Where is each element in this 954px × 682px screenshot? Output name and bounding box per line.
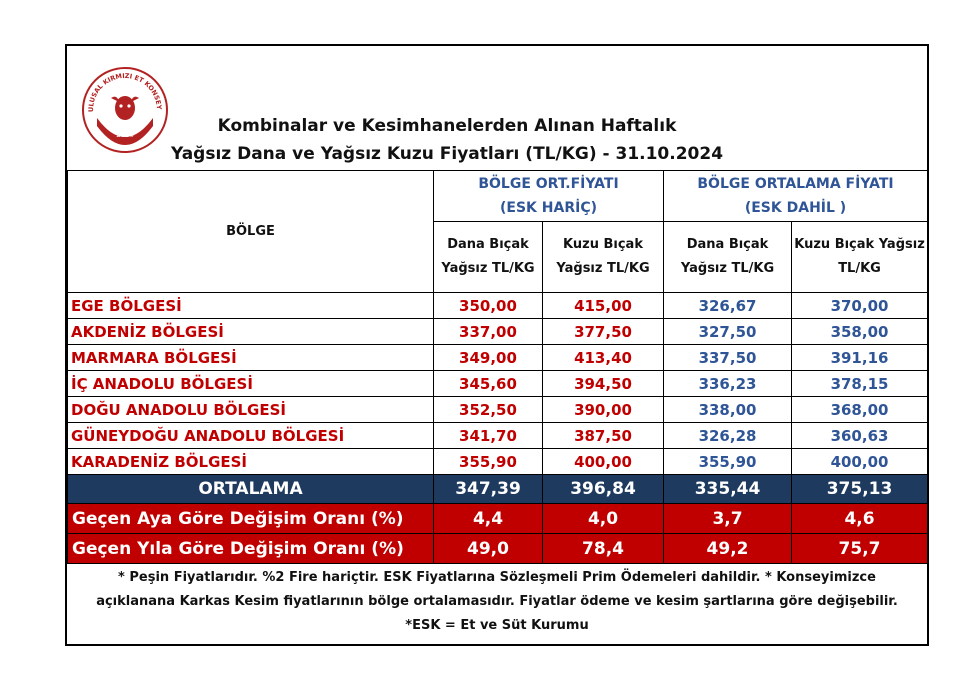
region-name: AKDENİZ BÖLGESİ [68, 319, 434, 345]
price-dana-dahil: 327,50 [664, 319, 792, 345]
average-label: ORTALAMA [68, 475, 434, 504]
price-kuzu-haric: 413,40 [543, 345, 664, 371]
logo-year: 2010 [116, 131, 134, 139]
monthly-change-label: Geçen Aya Göre Değişim Oranı (%) [68, 504, 434, 534]
price-dana-dahil: 336,23 [664, 371, 792, 397]
monthly-change-row [68, 504, 928, 534]
price-report-frame [65, 44, 929, 646]
region-name: DOĞU ANADOLU BÖLGESİ [68, 397, 434, 423]
footnote-line2: açıklanana Karkas Kesim fiyatlarının bölge ortalamasıdır. Fiyatlar ödeme ve kesim şartlarına göre değişebilir. [96, 594, 898, 609]
region-name: İÇ ANADOLU BÖLGESİ [68, 371, 434, 397]
price-dana-haric: 352,50 [434, 397, 543, 423]
price-kuzu-haric: 390,00 [543, 397, 664, 423]
average-dana-dahil: 335,44 [664, 475, 792, 504]
table-row [68, 293, 928, 319]
group-header-esk-dahil: BÖLGE ORTALAMA FİYATI (ESK DAHİL ) [664, 171, 928, 222]
footnote-line1: * Peşin Fiyatlarıdır. %2 Fire hariçtir. ESK Fiyatlarına Sözleşmeli Prim Ödemeleri dahildir. * Konseyimizce [118, 570, 876, 585]
region-name: MARMARA BÖLGESİ [68, 345, 434, 371]
table-row [68, 371, 928, 397]
average-kuzu-dahil: 375,13 [792, 475, 928, 504]
sub-header-dana-dahil: Dana Bıçak Yağsız TL/KG [664, 222, 792, 293]
price-kuzu-dahil: 400,00 [792, 449, 928, 475]
price-dana-dahil: 326,67 [664, 293, 792, 319]
yearly-change-dana-dahil: 49,2 [664, 534, 792, 564]
footnote [67, 566, 927, 638]
price-kuzu-dahil: 358,00 [792, 319, 928, 345]
monthly-change-kuzu-dahil: 4,6 [792, 504, 928, 534]
average-kuzu-haric: 396,84 [543, 475, 664, 504]
price-dana-dahil: 355,90 [664, 449, 792, 475]
price-kuzu-haric: 377,50 [543, 319, 664, 345]
yearly-change-kuzu-haric: 78,4 [543, 534, 664, 564]
price-kuzu-dahil: 370,00 [792, 293, 928, 319]
region-name: GÜNEYDOĞU ANADOLU BÖLGESİ [68, 423, 434, 449]
price-dana-haric: 350,00 [434, 293, 543, 319]
price-dana-dahil: 337,50 [664, 345, 792, 371]
price-dana-haric: 349,00 [434, 345, 543, 371]
region-name: KARADENİZ BÖLGESİ [68, 449, 434, 475]
region-name: EGE BÖLGESİ [68, 293, 434, 319]
report-header [67, 46, 927, 170]
price-dana-dahil: 338,00 [664, 397, 792, 423]
price-dana-haric: 355,90 [434, 449, 543, 475]
group-header-esk-haric: BÖLGE ORT.FİYATI (ESK HARİÇ) [434, 171, 664, 222]
sub-header-kuzu-dahil: Kuzu Bıçak Yağsız TL/KG [792, 222, 928, 293]
price-kuzu-dahil: 368,00 [792, 397, 928, 423]
yearly-change-label: Geçen Yıla Göre Değişim Oranı (%) [68, 534, 434, 564]
logo-arc-text: ULUSAL KIRMIZI ET KONSEY [86, 71, 164, 113]
table-row [68, 397, 928, 423]
sub-header-kuzu-haric: Kuzu Bıçak Yağsız TL/KG [543, 222, 664, 293]
table-row [68, 319, 928, 345]
monthly-change-dana-dahil: 3,7 [664, 504, 792, 534]
price-dana-haric: 345,60 [434, 371, 543, 397]
yearly-change-kuzu-dahil: 75,7 [792, 534, 928, 564]
average-row [68, 475, 928, 504]
price-kuzu-dahil: 360,63 [792, 423, 928, 449]
price-kuzu-dahil: 391,16 [792, 345, 928, 371]
price-kuzu-haric: 400,00 [543, 449, 664, 475]
price-kuzu-dahil: 378,15 [792, 371, 928, 397]
price-dana-haric: 337,00 [434, 319, 543, 345]
monthly-change-dana-haric: 4,4 [434, 504, 543, 534]
council-logo [81, 66, 169, 154]
table-row [68, 449, 928, 475]
table-group-header-row [68, 171, 928, 222]
price-dana-dahil: 326,28 [664, 423, 792, 449]
yearly-change-dana-haric: 49,0 [434, 534, 543, 564]
price-dana-haric: 341,70 [434, 423, 543, 449]
price-table [67, 170, 928, 564]
price-kuzu-haric: 394,50 [543, 371, 664, 397]
report-title-line2: Yağsız Dana ve Yağsız Kuzu Fiyatları (TL/KG) - 31.10.2024 [170, 144, 724, 164]
footnote-line3: *ESK = Et ve Süt Kurumu [405, 618, 589, 633]
table-row [68, 345, 928, 371]
sub-header-dana-haric: Dana Bıçak Yağsız TL/KG [434, 222, 543, 293]
price-kuzu-haric: 415,00 [543, 293, 664, 319]
region-column-header: BÖLGE [68, 171, 434, 293]
price-kuzu-haric: 387,50 [543, 423, 664, 449]
yearly-change-row [68, 534, 928, 564]
report-title-line1: Kombinalar ve Kesimhanelerden Alınan Haftalık [217, 116, 677, 136]
average-dana-haric: 347,39 [434, 475, 543, 504]
table-row [68, 423, 928, 449]
monthly-change-kuzu-haric: 4,0 [543, 504, 664, 534]
